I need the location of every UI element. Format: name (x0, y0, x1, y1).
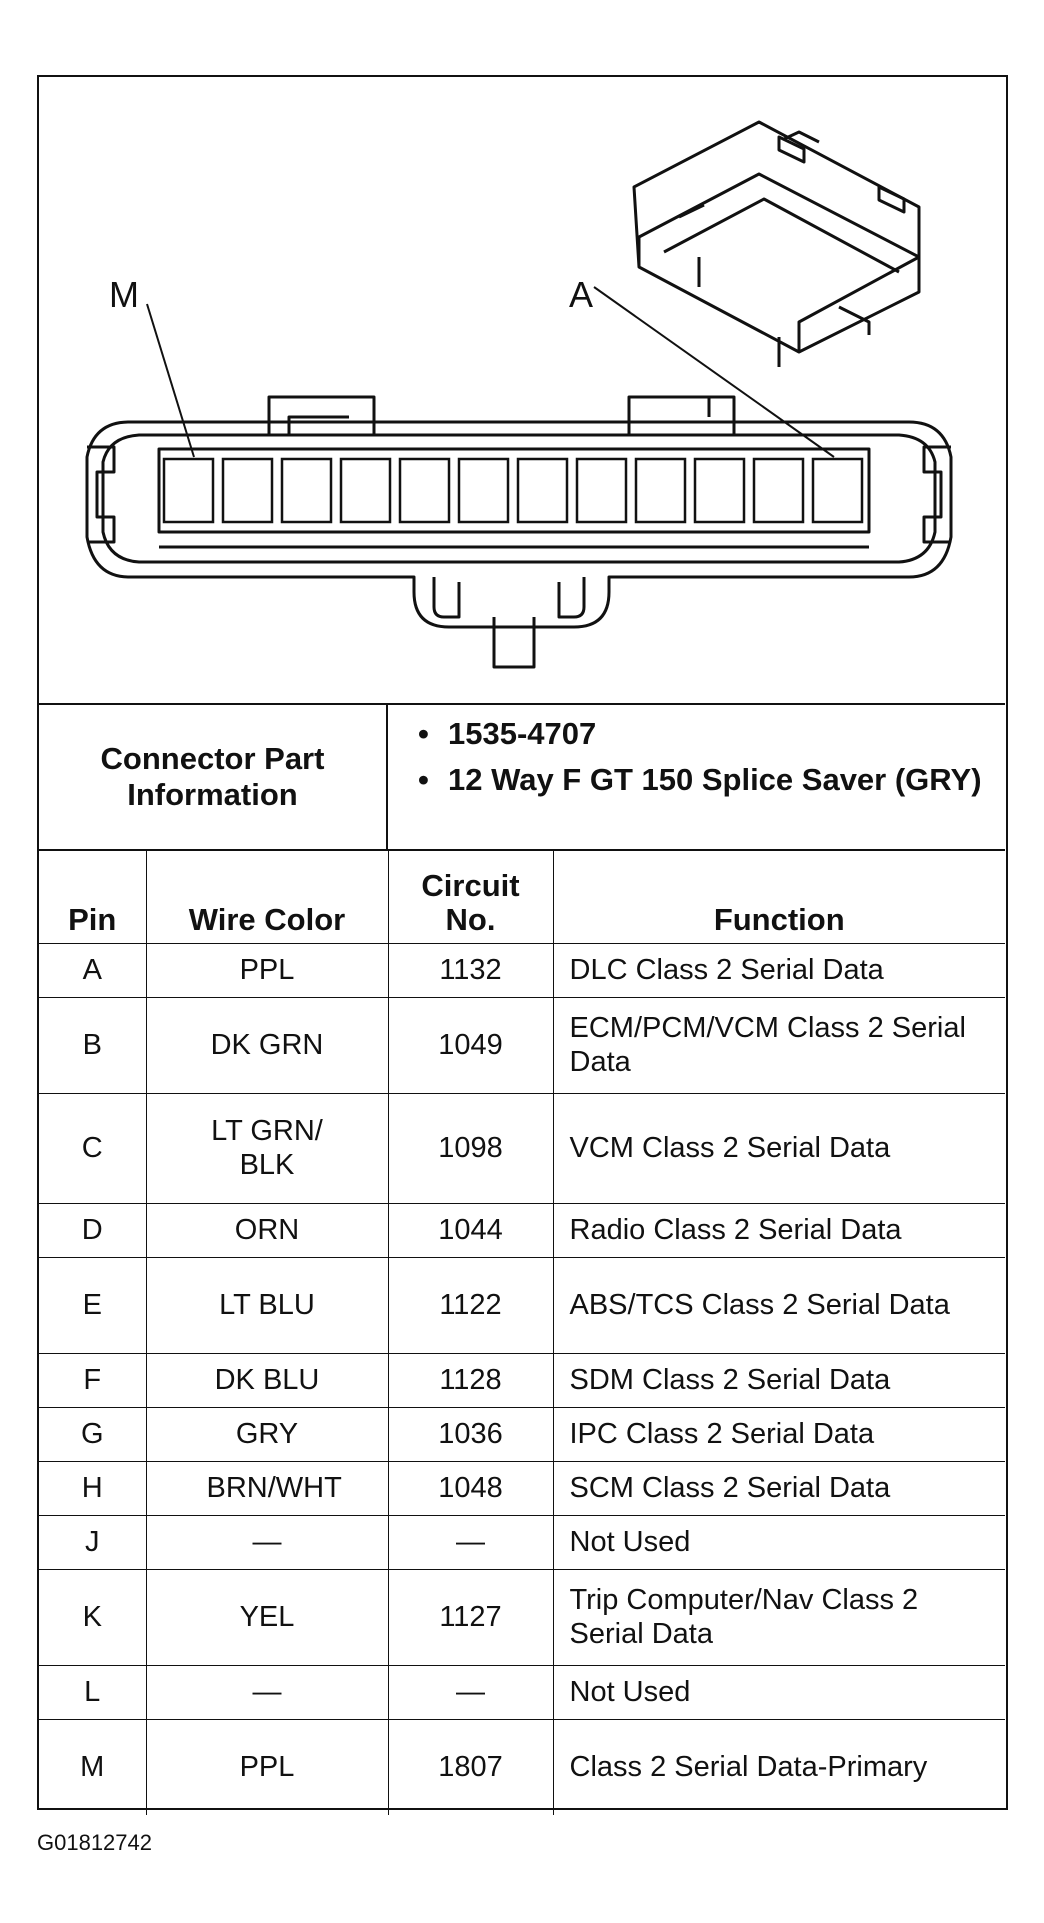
pin-cavity (577, 459, 626, 522)
wire-color-cell: PPL (146, 1719, 388, 1815)
pin-cell: G (39, 1407, 146, 1461)
table-row (39, 1203, 1005, 1257)
table-row (39, 1515, 1005, 1569)
circuit-cell: 1128 (388, 1353, 553, 1407)
function-cell: ABS/TCS Class 2 Serial Data (553, 1257, 1005, 1353)
pin-cell: K (39, 1569, 146, 1665)
circuit-cell: 1132 (388, 943, 553, 997)
pin-cell: L (39, 1665, 146, 1719)
circuit-cell: 1044 (388, 1203, 553, 1257)
pin-cavity (754, 459, 803, 522)
part-number: • 1535-4707 (448, 717, 985, 751)
circuit-cell: — (388, 1515, 553, 1569)
wire-color-cell: DK GRN (146, 997, 388, 1093)
connector-part-info-label: Connector Part Information (39, 705, 388, 849)
pin-cavity (164, 459, 213, 522)
function-cell: Not Used (553, 1665, 1005, 1719)
circuit-cell: 1049 (388, 997, 553, 1093)
pin-cell: M (39, 1719, 146, 1815)
connector-part-info-values (388, 705, 1005, 849)
header-pin: Pin (39, 851, 146, 943)
circuit-cell: — (388, 1665, 553, 1719)
wire-color-cell: ORN (146, 1203, 388, 1257)
connector-description: • 12 Way F GT 150 Splice Saver (GRY) (448, 763, 985, 797)
pin-cell: A (39, 943, 146, 997)
pin-cell: B (39, 997, 146, 1093)
figure-id: G01812742 (37, 1830, 152, 1855)
connector-figure-frame (37, 75, 1008, 1810)
circuit-cell: 1036 (388, 1407, 553, 1461)
header-wire-color: Wire Color (146, 851, 388, 943)
connector-drawing (39, 77, 1005, 705)
pin-cavity (518, 459, 567, 522)
table-row (39, 1353, 1005, 1407)
wire-color-cell: DK BLU (146, 1353, 388, 1407)
wire-color-cell: LT BLU (146, 1257, 388, 1353)
function-cell: Trip Computer/Nav Class 2 Serial Data (553, 1569, 1005, 1665)
pin-cavity (813, 459, 862, 522)
table-row (39, 1719, 1005, 1815)
pin-cavity (400, 459, 449, 522)
cavity-row (164, 459, 862, 522)
table-row (39, 1665, 1005, 1719)
pin-cavity (282, 459, 331, 522)
wire-color-cell: BRN/WHT (146, 1461, 388, 1515)
circuit-cell: 1048 (388, 1461, 553, 1515)
function-cell: Not Used (553, 1515, 1005, 1569)
pin-cell: H (39, 1461, 146, 1515)
pin-cell: J (39, 1515, 146, 1569)
pin-cell: C (39, 1093, 146, 1203)
pin-cell: E (39, 1257, 146, 1353)
circuit-cell: 1807 (388, 1719, 553, 1815)
wire-color-cell: — (146, 1515, 388, 1569)
table-row (39, 1257, 1005, 1353)
pin-cell: F (39, 1353, 146, 1407)
header-function: Function (553, 851, 1005, 943)
table-row (39, 997, 1005, 1093)
circuit-cell: 1098 (388, 1093, 553, 1203)
function-cell: DLC Class 2 Serial Data (553, 943, 1005, 997)
table-row (39, 943, 1005, 997)
connector-part-information (39, 705, 1005, 851)
wire-color-cell: GRY (146, 1407, 388, 1461)
circuit-cell: 1127 (388, 1569, 553, 1665)
wire-color-cell: LT GRN/ BLK (146, 1093, 388, 1203)
pin-cell: D (39, 1203, 146, 1257)
pinout-table (39, 851, 1005, 1815)
header-circuit-no: Circuit No. (388, 851, 553, 943)
table-row (39, 1093, 1005, 1203)
wire-color-cell: PPL (146, 943, 388, 997)
function-cell: Radio Class 2 Serial Data (553, 1203, 1005, 1257)
pin-cavity (695, 459, 744, 522)
function-cell: SDM Class 2 Serial Data (553, 1353, 1005, 1407)
table-header-row (39, 851, 1005, 943)
table-row (39, 1461, 1005, 1515)
function-cell: IPC Class 2 Serial Data (553, 1407, 1005, 1461)
table-row (39, 1569, 1005, 1665)
function-cell: ECM/PCM/VCM Class 2 Serial Data (553, 997, 1005, 1093)
wire-color-cell: — (146, 1665, 388, 1719)
connector-3d-sketch (634, 122, 919, 367)
table-row (39, 1407, 1005, 1461)
pin-cavity (223, 459, 272, 522)
function-cell: VCM Class 2 Serial Data (553, 1093, 1005, 1203)
pin-cavity (341, 459, 390, 522)
connector-diagram (39, 77, 1005, 705)
wire-color-cell: YEL (146, 1569, 388, 1665)
pin-a-callout: A (569, 274, 594, 315)
circuit-cell: 1122 (388, 1257, 553, 1353)
function-cell: Class 2 Serial Data-Primary (553, 1719, 1005, 1815)
pin-m-callout: M (109, 274, 139, 315)
pin-cavity (459, 459, 508, 522)
function-cell: SCM Class 2 Serial Data (553, 1461, 1005, 1515)
pin-cavity (636, 459, 685, 522)
